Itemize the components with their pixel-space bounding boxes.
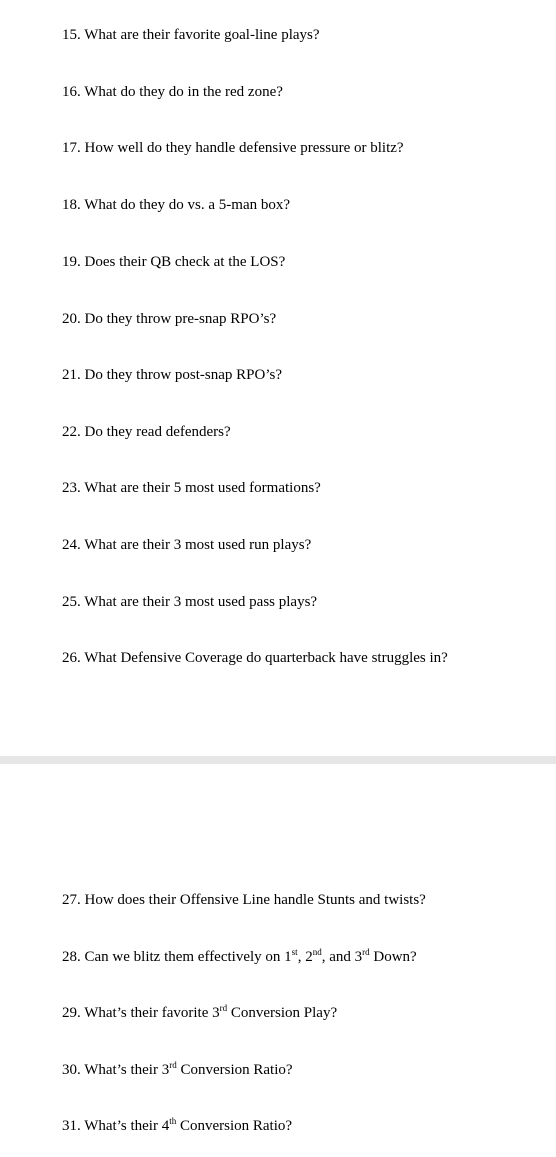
- question-21: 21. Do they throw post-snap RPO’s?: [62, 367, 282, 383]
- question-30: 30. What’s their 3rd Conversion Ratio?: [62, 1060, 293, 1078]
- question-17: 17. How well do they handle defensive pressure or blitz?: [62, 140, 404, 156]
- document-page-2: [0, 764, 556, 1157]
- question-18: 18. What do they do vs. a 5-man box?: [62, 197, 291, 213]
- page-separator: [0, 756, 556, 764]
- question-16: 16. What do they do in the red zone?: [62, 84, 283, 100]
- question-27: 27. How does their Offensive Line handle Stunts and twists?: [62, 892, 426, 908]
- question-28: 28. Can we blitz them effectively on 1st, 2nd, and 3rd Down?: [62, 947, 417, 965]
- question-19: 19. Does their QB check at the LOS?: [62, 254, 286, 270]
- question-15: 15. What are their favorite goal-line plays?: [62, 27, 320, 43]
- question-25: 25. What are their 3 most used pass plays?: [62, 594, 318, 610]
- question-29: 29. What’s their favorite 3rd Conversion Play?: [62, 1003, 338, 1021]
- question-20: 20. Do they throw pre-snap RPO’s?: [62, 311, 277, 327]
- question-23: 23. What are their 5 most used formations?: [62, 480, 321, 496]
- question-24: 24. What are their 3 most used run plays?: [62, 537, 312, 553]
- question-22: 22. Do they read defenders?: [62, 424, 231, 440]
- question-26: 26. What Defensive Coverage do quarterback have struggles in?: [62, 650, 448, 666]
- question-31: 31. What’s their 4th Conversion Ratio?: [62, 1116, 293, 1134]
